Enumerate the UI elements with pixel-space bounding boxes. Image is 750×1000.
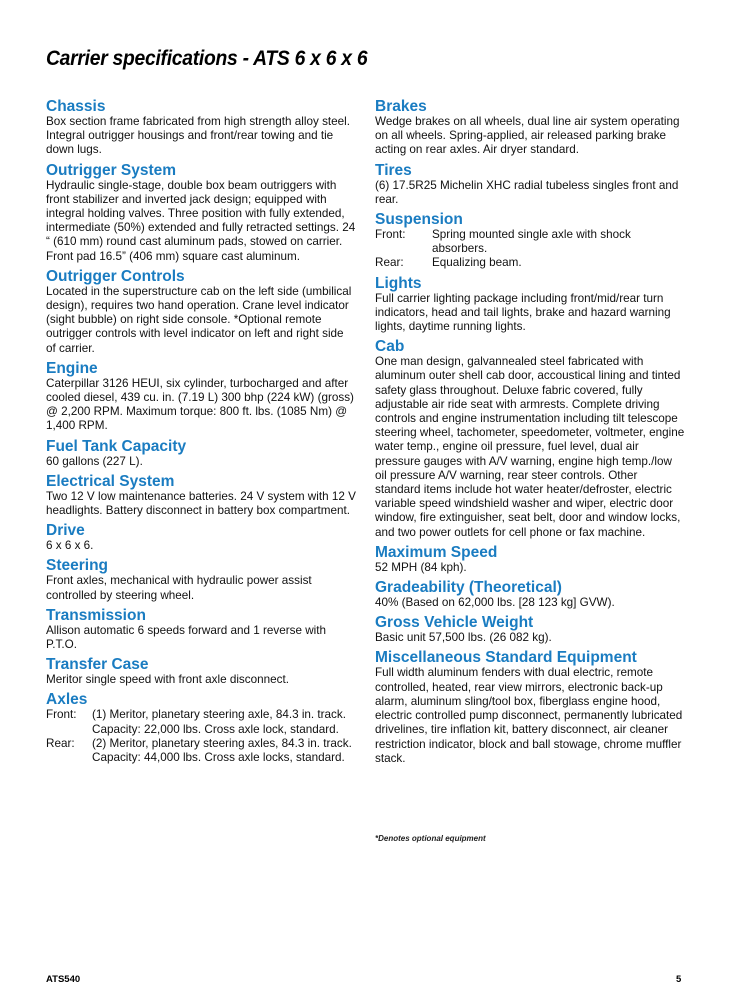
axle-rear-value: (2) Meritor, planetary steering axles, 84.3 in. track. [92,736,352,750]
section-heading: Drive [46,522,85,540]
suspension-rear-row [375,256,685,270]
section-heading: Fuel Tank Capacity [46,437,187,455]
section-max-speed [375,544,685,575]
section-heading: Tires [375,161,412,179]
suspension-front-value: Spring mounted single axle with shock absorbers. [432,228,631,256]
section-lights [375,275,685,335]
section-suspension [375,211,685,271]
section-outrigger-system [46,162,356,264]
optional-equipment-footnote: *Denotes optional equipment [375,834,486,843]
axle-front-label: Front: [46,708,77,722]
section-heading: Steering [46,557,109,575]
axle-rear-label: Rear: [46,736,75,750]
page-title: Carrier specifications - ATS 6 x 6 x 6 [46,47,368,70]
axle-rear-row [46,737,356,751]
suspension-front-label: Front: [375,228,406,242]
suspension-rear-value: Equalizing beam. [432,256,522,270]
section-body: Caterpillar 3126 HEUI, six cylinder, turbocharged and after cooled diesel, 439 cu. in. (7.19 L) 300 bhp (224 kW) (gross) @ 2,200 RPM. Maximum torque: 800 ft. lbs. (1085 Nm) @ 1,400 RPM. [46,376,354,433]
section-body: Box section frame fabricated from high strength alloy steel. Integral outrigger housings and front/rear towing and tie down lugs. [46,115,351,157]
section-misc-equipment [375,649,685,765]
footer-page-number: 5 [676,974,682,985]
section-body: Wedge brakes on all wheels, dual line air system operating on all wheels. Spring-applied, air released parking brake acting on rear axles. Air dryer standard. [375,115,680,157]
section-body: (6) 17.5R25 Michelin XHC radial tubeless singles front and rear. [375,178,679,206]
suspension-rear-label: Rear: [375,256,404,270]
section-body: Two 12 V low maintenance batteries. 24 V system with 12 V headlights. Battery disconnect in battery box compartment. [46,489,356,518]
section-outrigger-controls [46,268,356,356]
section-body: Meritor single speed with front axle disconnect. [46,673,289,687]
axle-rear-capacity: Capacity: 44,000 lbs. Cross axle locks, standard. [92,751,345,765]
section-heading: Transmission [46,606,146,624]
section-transmission [46,607,356,652]
section-body: Located in the superstructure cab on the left side (umbilical design), requires two hand operation. Crane level indicator (sight bubble) on right side console. *Optional remote outrigger controls with level indicator on left and right side of carrier. [46,284,352,355]
section-heading: Gradeability (Theoretical) [375,579,562,597]
section-body: Full width aluminum fenders with dual electric, remote controlled, heated, rear view mirrors, electronic back-up alarm, aluminum sling/tool box, fiberglass engine hood, electric controlled pump disconnect, permanently lubricated drivelines, tire inflation kit, battery disconnect, air cleaner restriction indicator, block and ball stowage, chrome muffler stack. [375,666,683,765]
section-engine [46,360,356,434]
section-heading: Transfer Case [46,656,149,674]
section-heading: Chassis [46,98,106,115]
section-cab [375,338,685,540]
section-chassis [46,98,356,158]
section-heading: Outrigger System [46,161,177,179]
section-heading: Electrical System [46,472,175,490]
section-heading: Lights [375,274,422,292]
section-fuel-tank [46,438,356,469]
section-heading: Maximum Speed [375,543,498,561]
axle-front-row [46,708,356,722]
section-heading: Cab [375,338,405,356]
section-body: 52 MPH (84 kph). [375,560,467,574]
section-body: Basic unit 57,500 lbs. (26 082 kg). [375,631,552,645]
suspension-front-row [375,228,685,256]
section-heading: Engine [46,359,98,377]
left-column [46,98,356,769]
section-body: Full carrier lighting package including front/mid/rear turn indicators, head and tail lights, brake and hazard warning lights, daytime running lights. [375,291,671,334]
section-brakes [375,98,685,158]
section-body: Allison automatic 6 speeds forward and 1 reverse with P.T.O. [46,623,326,652]
axle-front-value: (1) Meritor, planetary steering axle, 84.3 in. track. [92,708,346,722]
section-heading: Brakes [375,98,427,115]
section-heading: Suspension [375,211,463,229]
section-transfer-case [46,656,356,687]
section-gvw [375,614,685,645]
section-heading: Miscellaneous Standard Equipment [375,649,637,667]
right-column [375,98,685,770]
section-gradeability [375,579,685,610]
section-heading: Outrigger Controls [46,267,185,285]
section-body: 6 x 6 x 6. [46,539,94,553]
section-body: One man design, galvannealed steel fabricated with aluminum outer shell cab door, accoustical lining and tinted safety glass throughout. Deluxe fabric covered, fully adjustable air ride seat with armrests. Complete driving controls and engine instrumentation including tilt telescope steering wheel, tachometer, speedometer, voltmeter, engine water temp., engine oil pressure, fuel level, dual air pressure gauges with A/V warning, engine high temp./low oil pressure A/V warning, rear steer controls. Other standard items include hot water heater/defroster, electric variable speed windshield washer and wiper, electric door window, fire extinguisher, seat belt, door and window locks, and two power outlets for cell phone or fax machine. [375,355,685,539]
section-tires [375,162,685,207]
section-drive [46,522,356,553]
section-axles [46,691,356,765]
footer-model: ATS540 [46,974,81,985]
section-body: Front axles, mechanical with hydraulic power assist controlled by steering wheel. [46,574,312,602]
section-electrical [46,473,356,518]
section-body: 60 gallons (227 L). [46,454,143,468]
section-heading: Gross Vehicle Weight [375,614,534,632]
axle-front-capacity: Capacity: 22,000 lbs. Cross axle lock, standard. [92,722,339,736]
section-steering [46,557,356,602]
section-body: Hydraulic single-stage, double box beam outriggers with front stabilizer and inverted jack design; equipped with integral holding valves. Three position with fully extended, intermediate (50%) extended and fully retracted settings. 24 “ (610 mm) round cast aluminum pads, stowed on carrier. Front pad 16.5” (406 mm) square cast aluminum. [46,178,356,263]
section-heading: Axles [46,691,88,709]
section-body: 40% (Based on 62,000 lbs. [28 123 kg] GVW). [375,596,615,610]
